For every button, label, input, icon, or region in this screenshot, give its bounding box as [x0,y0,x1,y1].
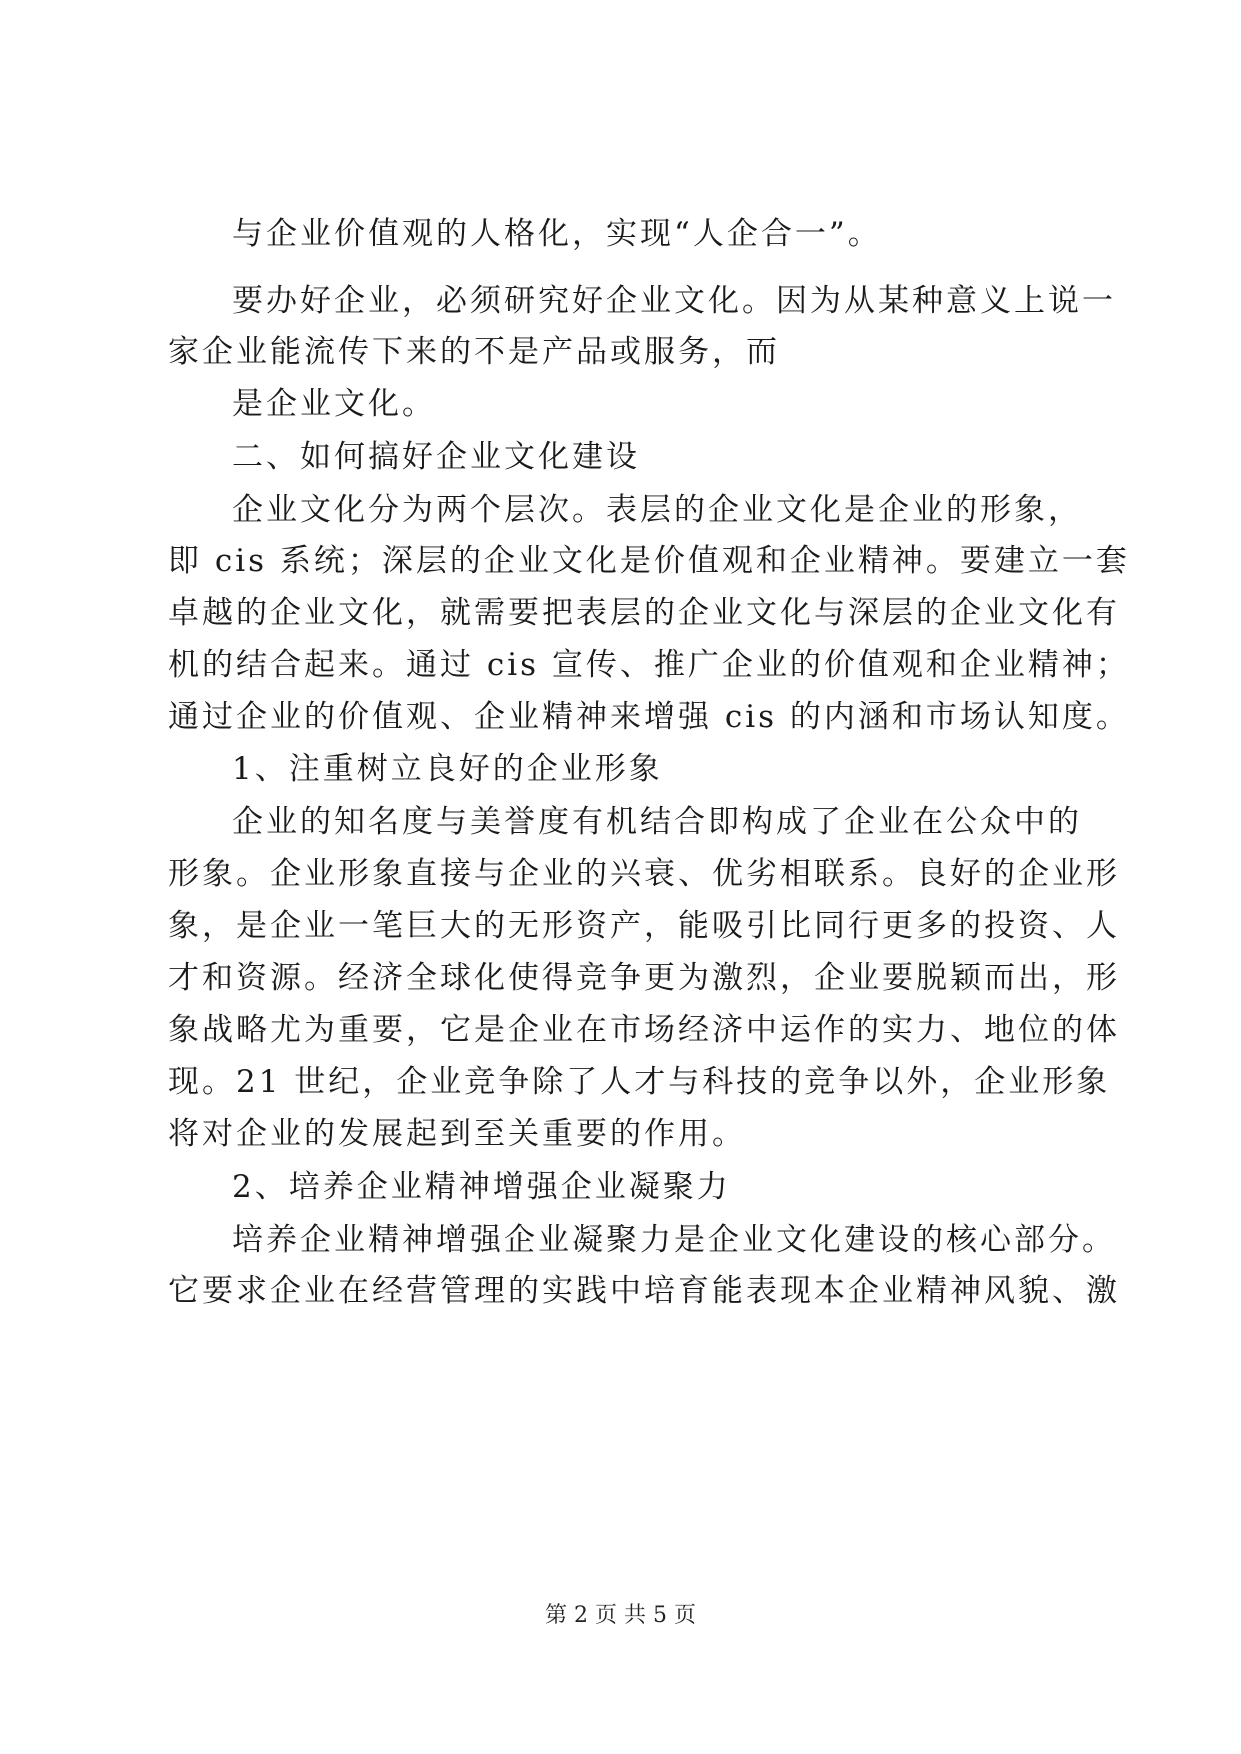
text-line: 企业文化分为两个层次。表层的企业文化是企业的形象， [232,492,1082,528]
text-line: 是企业文化。 [232,386,436,422]
text-line: 家企业能流传下来的不是产品或服务，而 [168,334,780,370]
text-line: 形象。企业形象直接与企业的兴衰、优劣相联系。良好的企业形 [168,856,1120,892]
text-line: 培养企业精神增强企业凝聚力是企业文化建设的核心部分。 [232,1222,1116,1258]
section-heading: 二、如何搞好企业文化建设 [232,439,640,475]
text-line: 企业的知名度与美誉度有机结合即构成了企业在公众中的 [232,804,1082,840]
text-line: 机的结合起来。通过 cis 宣传、推广企业的价值观和企业精神； [168,647,1130,683]
text-line: 它要求企业在经营管理的实践中培育能表现本企业精神风貌、激 [168,1273,1120,1309]
text-line: 要办好企业，必须研究好企业文化。因为从某种意义上说一 [232,283,1116,319]
text-line: 即 cis 系统；深层的企业文化是价值观和企业精神。要建立一套 [168,543,1130,579]
text-line: 象战略尤为重要，它是企业在市场经济中运作的实力、地位的体 [168,1012,1120,1048]
text-line: 将对企业的发展起到至关重要的作用。 [168,1116,746,1152]
text-line: 通过企业的价值观、企业精神来增强 cis 的内涵和市场认知度。 [168,699,1130,735]
text-line: 卓越的企业文化，就需要把表层的企业文化与深层的企业文化有 [168,595,1120,631]
subsection-heading: 2、培养企业精神增强企业凝聚力 [232,1169,731,1205]
text-line: 与企业价值观的人格化，实现“人企合一”。 [232,216,882,252]
text-line: 象，是企业一笔巨大的无形资产，能吸引比同行更多的投资、人 [168,908,1120,944]
page-number-footer: 第 2 页 共 5 页 [545,1603,696,1628]
text-line: 现。21 世纪，企业竞争除了人才与科技的竞争以外，企业形象 [168,1064,1111,1100]
text-line: 才和资源。经济全球化使得竞争更为激烈，企业要脱颖而出，形 [168,960,1120,996]
subsection-heading: 1、注重树立良好的企业形象 [232,751,663,787]
